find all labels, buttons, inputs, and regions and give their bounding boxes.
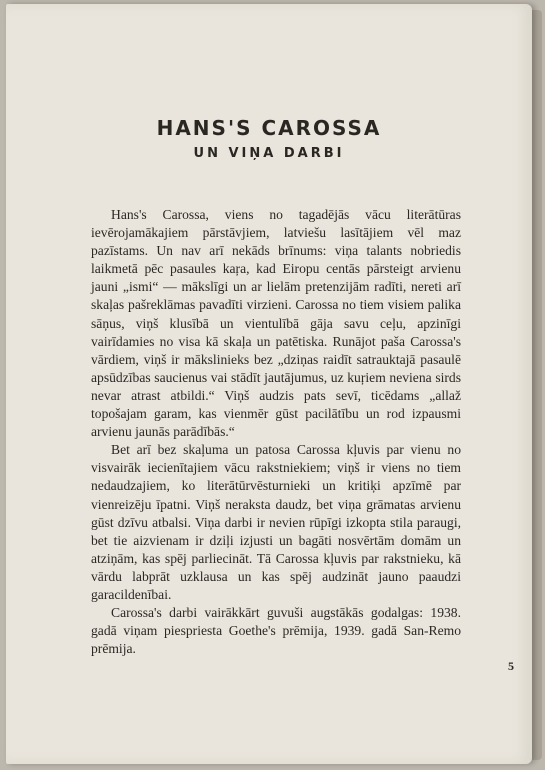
paragraph-3: Carossa's darbi vairākkārt guvuši augstākās godalgas: 1938. gadā viņam piespriesta Goethe's prēmija, 1939. gadā San-Remo prēmija.	[91, 605, 461, 657]
chapter-subtitle: UN VIŅA DARBI	[193, 146, 345, 161]
page-edge	[532, 10, 542, 760]
paragraph-1: Hans's Carossa, viens no tagadējās vācu literātūras ievērojamākajiem pārstāvjiem, latviešu lasītājiem vēl maz pazīstams. Un nav arī nekāds brīnums: viņa talants nobriedis laikmetā pēc pasaules kaŗa, kad Eiropu centās pārsteigt arvienu jauni „ismi“ — mākslīgi un ar lielām pretenzijām radīti, nereti arī skaļas pašreklāmas pavadīti virzieni. Carossa no tiem visiem palika sāņus, viņš klusībā un vientulībā gāja savu ceļu, apzinīgi vairīdamies no visa kā skaļa un patētiska. Runājot paša Carossa's vārdiem, viņš ir mākslinieks bez „dziņas raidīt satrauktajā pasaulē apsūdzības saucienus vai stādīt jautājumus, uz kuŗiem neviena sirds nevar atrast atbildi.“ Viņš audzis pats sevī, ticēdams „allaž topošajam garam, kas vienmēr gūst pacilātību un rod izpausmi arvienu jaunās parādībās.“	[91, 207, 461, 440]
paragraph-2: Bet arī bez skaļuma un patosa Carossa kļuvis par vienu no visvairāk iecienītajiem vācu rakstniekiem; viņš ir viens no tiem nedaudzajiem, ko literātūrvēsturnieki un kritiķi apzīmē par vienreizēju īpatni. Viņš neraksta daudz, bet viņa grāmatas arvienu gūst dzīvu atbalsi. Viņa darbi ir nevien rūpīgi izkopta stila paraugi, bet tie aizvienam ir dziļi izjusti un bagāti nosvērtām domām un atziņām, kas spēj parliecināt. Tā Carossa kļuvis par rakstnieku, kā vārdu labprāt uzklausa un kas spēj audzināt jauno paaudzi garacildenībai.	[91, 442, 461, 602]
book-page	[6, 4, 532, 764]
page-number: 5	[508, 659, 514, 673]
body-text	[91, 206, 461, 658]
chapter-title: HANS'S CAROSSA	[156, 116, 382, 140]
